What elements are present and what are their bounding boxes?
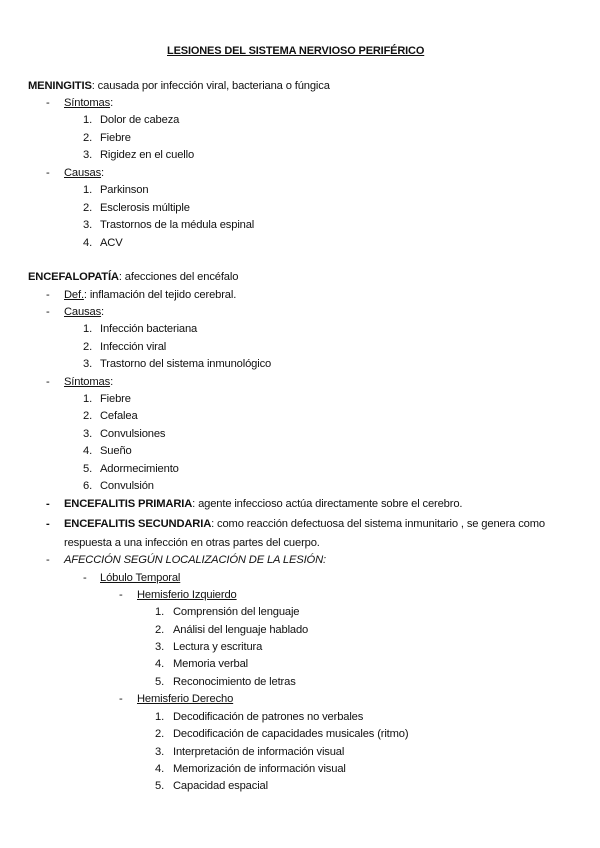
list-item: 2. — [83, 341, 93, 353]
dash: - — [46, 376, 50, 388]
dash: - — [119, 589, 123, 601]
list-item: 2. — [155, 728, 165, 740]
list-item-text: Capacidad espacial — [173, 780, 268, 792]
afeccion-heading: AFECCIÓN SEGÚN LOCALIZACIÓN DE LA LESIÓN: — [64, 554, 326, 566]
list-item-text: Trastorno del sistema inmunológico — [100, 358, 272, 370]
list-item: 4. — [155, 658, 165, 670]
list-item: 4. — [83, 445, 93, 457]
list-item-text: Interpretación de información visual — [173, 746, 345, 758]
meningitis-causas-label: Causas: — [64, 167, 105, 179]
hemisferio-derecho: Hemisferio Derecho — [137, 693, 234, 705]
encefalopatia-heading — [28, 270, 238, 284]
list-item: 1. — [155, 711, 165, 723]
list-item: 1. — [83, 184, 93, 196]
dash: - — [46, 554, 50, 566]
list-item-text: Infección viral — [100, 341, 167, 353]
list-item-text: Trastornos de la médula espinal — [100, 219, 255, 231]
list-item-text: Adormecimiento — [100, 463, 179, 475]
list-item-text: Cefalea — [100, 410, 138, 422]
page-title: LESIONES DEL SISTEMA NERVIOSO PERIFÉRICO — [167, 45, 425, 57]
dash: - — [119, 693, 123, 705]
dash: - — [46, 167, 50, 179]
dash: - — [46, 97, 50, 109]
list-item: 4. — [83, 237, 93, 249]
dash: - — [46, 498, 50, 510]
meningitis-heading — [28, 79, 330, 93]
meningitis-sintomas-label: Síntomas: — [64, 97, 114, 109]
encefalopatia-sintomas-label: Síntomas: — [64, 376, 114, 388]
dash: - — [46, 306, 50, 318]
lobulo-temporal: Lóbulo Temporal — [100, 572, 181, 584]
dash: - — [46, 289, 50, 301]
list-item-text: Rigidez en el cuello — [100, 149, 195, 161]
dash: - — [46, 518, 50, 530]
list-item-text: Lectura y escritura — [173, 641, 263, 653]
encefalitis-secundaria-cont: respuesta a una infección en otras partes del cuerpo. — [64, 537, 320, 549]
list-item: 2. — [83, 410, 93, 422]
encefalopatia-causas-label: Causas: — [64, 306, 105, 318]
encefalopatia-desc: : afecciones del encéfalo — [118, 271, 239, 283]
list-item: 5. — [83, 463, 93, 475]
list-item: 2. — [83, 132, 93, 144]
list-item-text: Memoria verbal — [173, 658, 248, 670]
list-item-text: Parkinson — [100, 184, 149, 196]
list-item: 5. — [155, 676, 165, 688]
list-item: 6. — [83, 480, 93, 492]
list-item-text: ACV — [100, 237, 123, 249]
list-item-text: Decodificación de capacidades musicales (ritmo) — [173, 728, 409, 740]
meningitis-term: MENINGITIS — [28, 80, 92, 92]
list-item-text: Dolor de cabeza — [100, 114, 180, 126]
list-item-text: Análisi del lenguaje hablado — [173, 624, 309, 636]
list-item: 4. — [155, 763, 165, 775]
hemisferio-izquierdo: Hemisferio Izquierdo — [137, 589, 237, 601]
list-item: 2. — [155, 624, 165, 636]
list-item: 1. — [83, 323, 93, 335]
list-item: 1. — [83, 114, 93, 126]
list-item-text: Comprensión del lenguaje — [173, 606, 300, 618]
list-item: 3. — [83, 428, 93, 440]
dash: - — [83, 572, 87, 584]
list-item: 5. — [155, 780, 165, 792]
list-item-text: Decodificación de patrones no verbales — [173, 711, 364, 723]
encefalitis-primaria: ENCEFALITIS PRIMARIA: agente infeccioso actúa directamente sobre el cerebro. — [64, 498, 463, 510]
list-item: 3. — [83, 219, 93, 231]
list-item: 3. — [155, 641, 165, 653]
list-item: 3. — [83, 358, 93, 370]
encefalopatia-def: Def.: inflamación del tejido cerebral. — [64, 289, 237, 301]
encefalitis-secundaria: ENCEFALITIS SECUNDARIA: como reacción defectuosa del sistema inmunitario , se genera como — [64, 518, 545, 530]
list-item: 3. — [155, 746, 165, 758]
list-item: 3. — [83, 149, 93, 161]
list-item-text: Reconocimiento de letras — [173, 676, 296, 688]
list-item: 1. — [155, 606, 165, 618]
list-item-text: Fiebre — [100, 393, 131, 405]
list-item-text: Fiebre — [100, 132, 131, 144]
list-item: 1. — [83, 393, 93, 405]
list-item-text: Esclerosis múltiple — [100, 202, 190, 214]
meningitis-desc: : causada por infección viral, bacteriana o fúngica — [91, 80, 330, 92]
list-item-text: Convulsión — [100, 480, 154, 492]
list-item-text: Memorización de información visual — [173, 763, 346, 775]
list-item-text: Sueño — [100, 445, 132, 457]
encefalopatia-term: ENCEFALOPATÍA — [28, 271, 119, 283]
list-item-text: Infección bacteriana — [100, 323, 198, 335]
list-item-text: Convulsiones — [100, 428, 166, 440]
list-item: 2. — [83, 202, 93, 214]
